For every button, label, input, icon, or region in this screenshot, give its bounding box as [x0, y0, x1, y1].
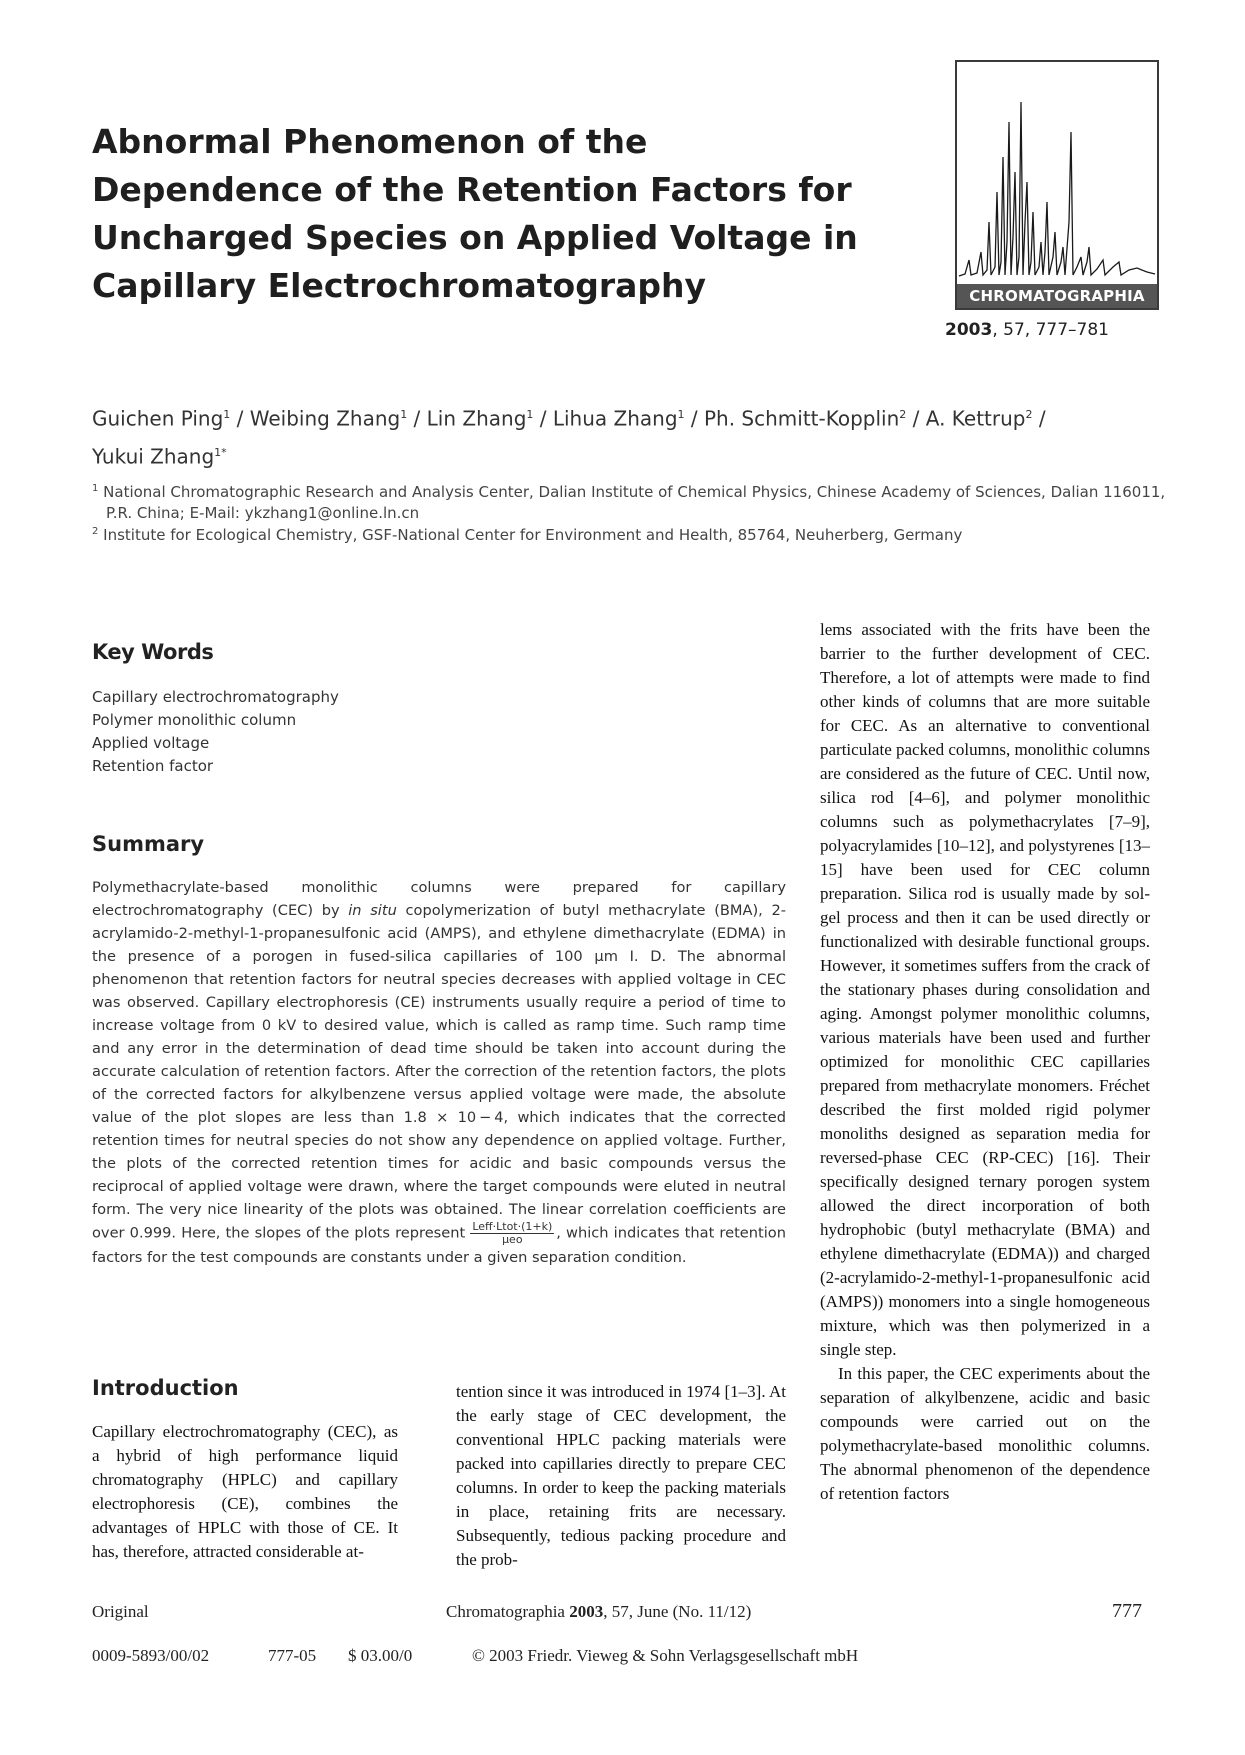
summary-italic: in situ: [348, 902, 397, 919]
author-sup: 1: [400, 408, 408, 421]
slope-fraction: [470, 1221, 554, 1246]
keyword: Polymer monolithic column: [92, 711, 297, 729]
summary-part: Polymethacrylate-based monolithic columns were prepared for capillary electrochromatography (CEC) by: [92, 879, 786, 919]
author-sup: 2: [1025, 408, 1033, 421]
page-code: 777-05: [268, 1646, 317, 1665]
journal-name: Chromatographia: [446, 1602, 570, 1621]
issn: 0009-5893/00/02: [92, 1646, 210, 1665]
author: Yukui Zhang: [92, 444, 215, 469]
summary-text: [92, 876, 786, 1269]
author: Weibing Zhang: [249, 406, 401, 431]
author-sup: 1*: [214, 445, 227, 459]
journal-year: 2003: [569, 1602, 604, 1621]
keyword: Capillary electrochromatography: [92, 688, 339, 706]
intro-paragraph: In this paper, the CEC experiments about the separation of alkylbenzene, acidic and basic compounds were carried out on the polymethacrylate-based monolithic columns. The abnormal phenomenon of the dependence of retention factors: [820, 1364, 1150, 1503]
affiliation-text: Institute for Ecological Chemistry, GSF-National Center for Environment and Health, 85764, Neuherberg, Germany: [103, 526, 963, 544]
journal-logo: [955, 60, 1159, 310]
author-list: Guichen Ping$^1$ / Weibing Zhang$^1$ / Lin Zhang$^1$ / Lihua Zhang$^1$ / Ph. Schmitt-Kopplin$^2$ / A. Kettrup$^2$ / Yukui Zhang$^{1*}$: [92, 406, 1046, 469]
keywords-heading: Key Words: [92, 640, 214, 664]
keywords-list: [92, 686, 339, 778]
fraction-denominator: µeo: [502, 1233, 523, 1246]
summary-part: , which indicates that retention factors for the test compounds are constants under a given separation condition.: [92, 1224, 786, 1266]
article-type: Original: [92, 1602, 149, 1621]
author: Lihua Zhang: [552, 406, 678, 431]
introduction-heading: Introduction: [92, 1376, 239, 1400]
author: A. Kettrup: [925, 406, 1026, 431]
intro-paragraph: lems associated with the frits have been the barrier to the further development of CEC. Therefore, a lot of attempts were made to find other kinds of columns that are more suitable for CEC. As an alternative to conventional particulate packed columns, monolithic columns are considered as the future of CEC. Until now, silica rod [4–6], and polymer monolithic columns such as polymethacrylates [7–9], polyacrylamides [10–12], and polystyrenes [13–15] have been used for CEC column preparation. Silica rod is usually made by sol-gel process and then it can be used directly or functionalized with desirable functional groups. However, it sometimes suffers from the crack of the stationary phases during consolidation and aging. Amongst polymer monolithic columns, various materials have been used and further optimized for monolithic CEC capillaries prepared from methacrylate monomers. Fréchet described the first molded rigid polymer monoliths designed as separation media for reversed-phase CEC (RP-CEC) [16]. Their specifically designed ternary porogen system allowed the direct incorporation of both hydrophobic (butyl methacrylate (BMA) and ethylene dimethacrylate (EDMA)) and charged (2-acrylamido-2-methyl-1-propanesulfonic acid (AMPS)) monomers into a single homogeneous mixture, which was then polymerized in a single step.: [820, 620, 1150, 1359]
keyword: Retention factor: [92, 757, 214, 775]
summary-heading: Summary: [92, 832, 205, 856]
citation-year: 2003: [945, 320, 993, 340]
intro-column-3: [820, 618, 1150, 1506]
summary-part: copolymerization of butyl methacrylate (BMA), 2-acrylamido-2-methyl-1-propanesulfonic acid (AMPS), and ethylene dimethacrylate (EDMA) in the presence of a porogen in fused-silica capillaries of 100 µm I. D. The abnormal phenomenon that retention factors for neutral species decreases with applied voltage in CEC was observed. Capillary electrophoresis (CE) instruments usually require a period of time to increase voltage from 0 kV to desired value, which is called as ramp time. Such ramp time and any error in the determination of dead time should be taken into account during the accurate calculation of retention factors. After the correction of the retention factors, the plots of the corrected factors for alkylbenzene versus applied voltage were made, the absolute value of the plot slopes are less than 1.8 × 10 − 4, which indicates that the corrected retention times for neutral species do not show any dependence on applied voltage. Further, the plots of the corrected retention times for acidic and basic compounds versus the reciprocal of applied voltage were drawn, where the target compounds were eluted in neutral form. The very nice linearity of the plots was obtained. The linear correlation coefficients are over 0.999. Here, the slopes of the plots represent: [92, 902, 787, 1242]
copyright: © 2003 Friedr. Vieweg & Sohn Verlagsgesellschaft mbH: [472, 1646, 859, 1665]
citation-volume-pages: , 57, 777–781: [992, 320, 1109, 340]
author-sup: 1: [223, 408, 231, 421]
affiliation-text: National Chromatographic Research and Analysis Center, Dalian Institute of Chemical Physics, Chinese Academy of Sciences, Dalian 116011,: [103, 483, 1166, 501]
intro-paragraph: Capillary electrochromatography (CEC), as a hybrid of high performance liquid chromatography (HPLC) and capillary electrophoresis (CE), combines the advantages of HPLC with those of CE. It has, therefore, attracted considerable at-: [92, 1422, 398, 1561]
affiliation-sup: 2: [92, 526, 99, 537]
author: Guichen Ping: [92, 406, 224, 431]
keyword: Applied voltage: [92, 734, 210, 752]
page-number: 777: [1112, 1600, 1142, 1622]
intro-paragraph: tention since it was introduced in 1974 [1–3]. At the early stage of CEC development, the conventional HPLC packing materials were packed into capillaries directly to prepare CEC columns. In order to keep the packing materials in place, retaining frits are necessary. Subsequently, tedious packing procedure and the prob-: [456, 1382, 786, 1569]
intro-column-2: [456, 1380, 786, 1572]
chromatogram-icon: [957, 62, 1157, 284]
price: $ 03.00/0: [348, 1646, 413, 1665]
affiliation-2: [92, 521, 1172, 546]
citation: [945, 320, 1109, 340]
author: Lin Zhang: [426, 406, 527, 431]
author-sup: 1: [677, 408, 685, 421]
intro-column-1: [92, 1420, 398, 1564]
fraction-numerator: Leff·Ltot·(1+k): [472, 1220, 553, 1233]
author-sup: 1: [526, 408, 534, 421]
affiliation-text: P.R. China; E-Mail: ykzhang1@online.ln.cn: [106, 504, 420, 522]
author: Ph. Schmitt-Kopplin: [703, 406, 900, 431]
journal-citation: [446, 1602, 751, 1622]
journal-issue: , 57, June (No. 11/12): [603, 1602, 752, 1621]
journal-logo-text: CHROMATOGRAPHIA: [957, 284, 1157, 308]
author-sup: 2: [899, 408, 907, 421]
affiliation-1: [92, 478, 1172, 524]
paper-title: Abnormal Phenomenon of the Dependence of the Retention Factors for Uncharged Species on Applied Voltage in Capillary Electrochromatography: [92, 122, 858, 305]
affiliation-sup: 1: [92, 483, 99, 494]
